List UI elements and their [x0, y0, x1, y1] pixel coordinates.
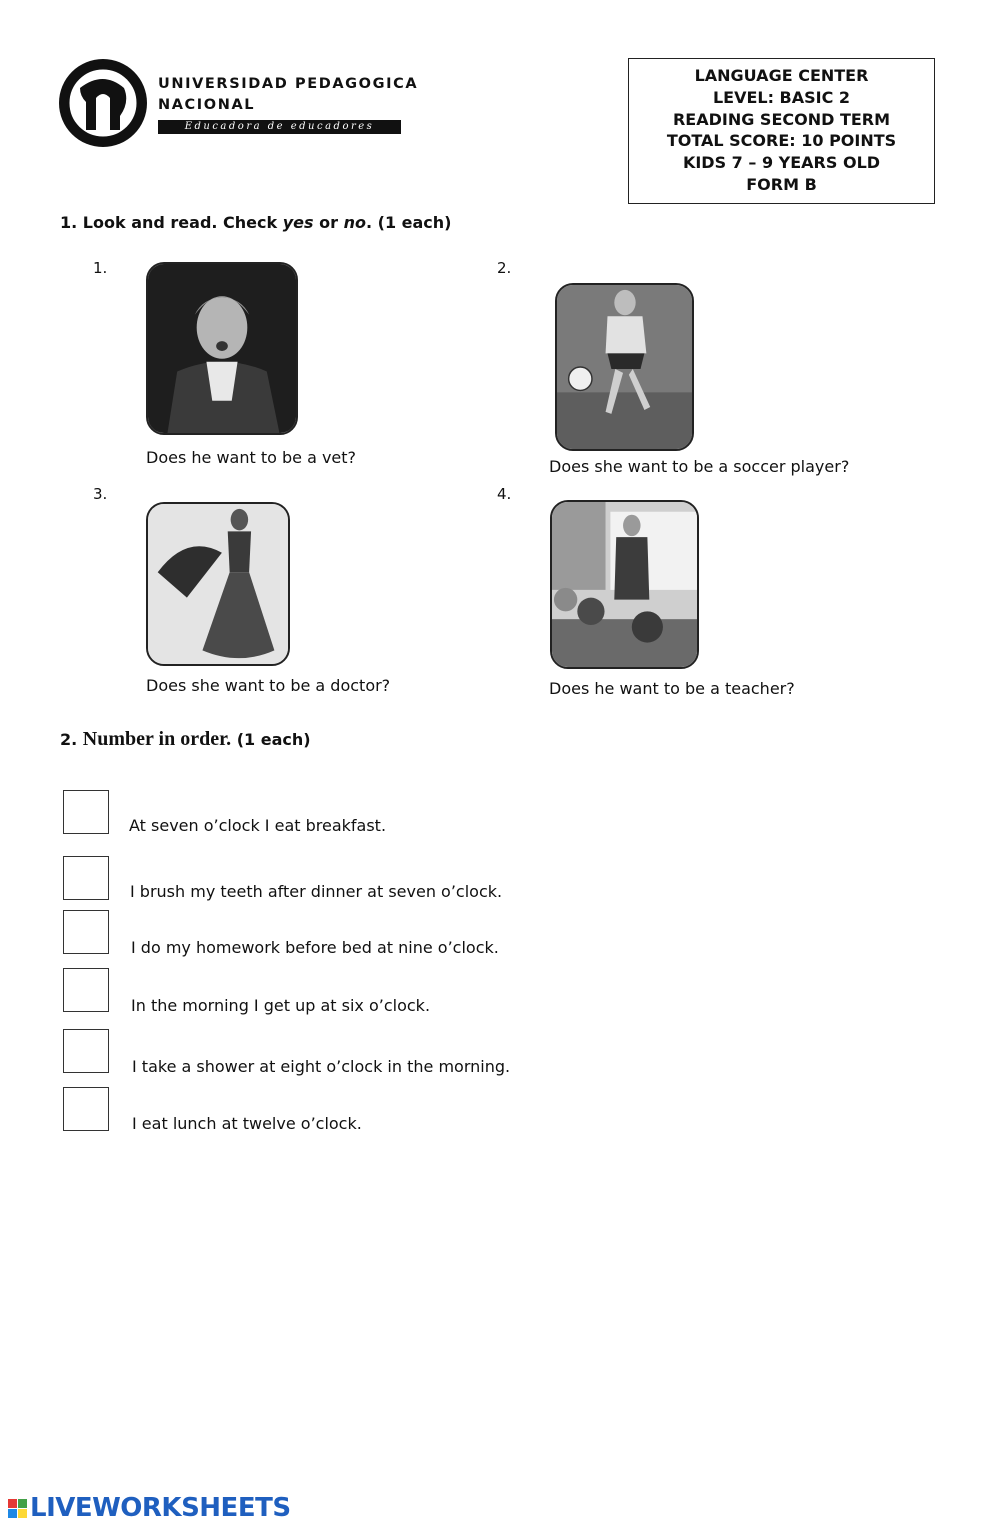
teacher-photo: [550, 500, 699, 669]
order-sentence: I take a shower at eight o’clock in the morning.: [132, 1057, 511, 1076]
order-sentence: I do my homework before bed at nine o’clock.: [131, 938, 499, 957]
flamenco-dancer-photo: [146, 502, 290, 666]
section2-points: (1 each): [236, 730, 311, 749]
header-line: READING SECOND TERM: [672, 109, 891, 129]
order-number-input[interactable]: [63, 856, 109, 900]
order-number-input[interactable]: [63, 790, 109, 834]
item-number: 3.: [93, 485, 108, 503]
order-sentence: I eat lunch at twelve o’clock.: [132, 1114, 362, 1133]
university-logo-emblem: [58, 58, 148, 148]
university-motto: Educadora de educadores: [158, 120, 401, 134]
header-line: TOTAL SCORE: 10 POINTS: [666, 131, 897, 151]
actor-photo: [146, 262, 298, 435]
question-caption: Does she want to be a doctor?: [146, 676, 391, 695]
section2-instruction: Number in order.: [82, 728, 232, 750]
section1-instruction: Look and read. Check: [82, 213, 278, 232]
question-caption: Does she want to be a soccer player?: [549, 457, 850, 476]
item-number: 2.: [497, 259, 512, 277]
section1-number: 1.: [60, 213, 78, 232]
section1-or: or: [319, 213, 339, 232]
section1-no: no: [343, 213, 366, 232]
question-caption: Does he want to be a vet?: [146, 448, 357, 467]
order-sentence: In the morning I get up at six o’clock.: [131, 996, 431, 1015]
soccer-player-photo: [555, 283, 694, 451]
university-name-line1: UNIVERSIDAD PEDAGOGICA: [158, 76, 419, 92]
section2-number: 2.: [60, 730, 78, 749]
order-number-input[interactable]: [63, 1029, 109, 1073]
section1-title: [60, 213, 451, 232]
header-line: LEVEL: BASIC 2: [712, 87, 851, 107]
section2-title: [60, 728, 311, 751]
question-caption: Does he want to be a teacher?: [549, 679, 795, 698]
exam-info-box: [628, 58, 935, 204]
header-line: LANGUAGE CENTER: [694, 66, 869, 85]
order-number-input[interactable]: [63, 968, 109, 1012]
order-number-input[interactable]: [63, 910, 109, 954]
university-name: [158, 74, 418, 116]
order-number-input[interactable]: [63, 1087, 109, 1131]
university-name-line2: NACIONAL: [158, 97, 256, 113]
liveworksheets-wordmark: LIVEWORKSHEETS: [30, 1493, 291, 1523]
item-number: 4.: [497, 485, 512, 503]
order-sentence: I brush my teeth after dinner at seven o’clock.: [130, 882, 503, 901]
section1-yes: yes: [282, 213, 314, 232]
header-line: KIDS 7 – 9 YEARS OLD: [682, 153, 881, 173]
item-number: 1.: [93, 259, 108, 277]
liveworksheets-logo[interactable]: [8, 1493, 291, 1523]
order-sentence: At seven o’clock I eat breakfast.: [129, 816, 387, 835]
section1-points: . (1 each): [365, 213, 452, 232]
liveworksheets-icon: [8, 1499, 27, 1518]
header-line: FORM B: [746, 174, 817, 194]
